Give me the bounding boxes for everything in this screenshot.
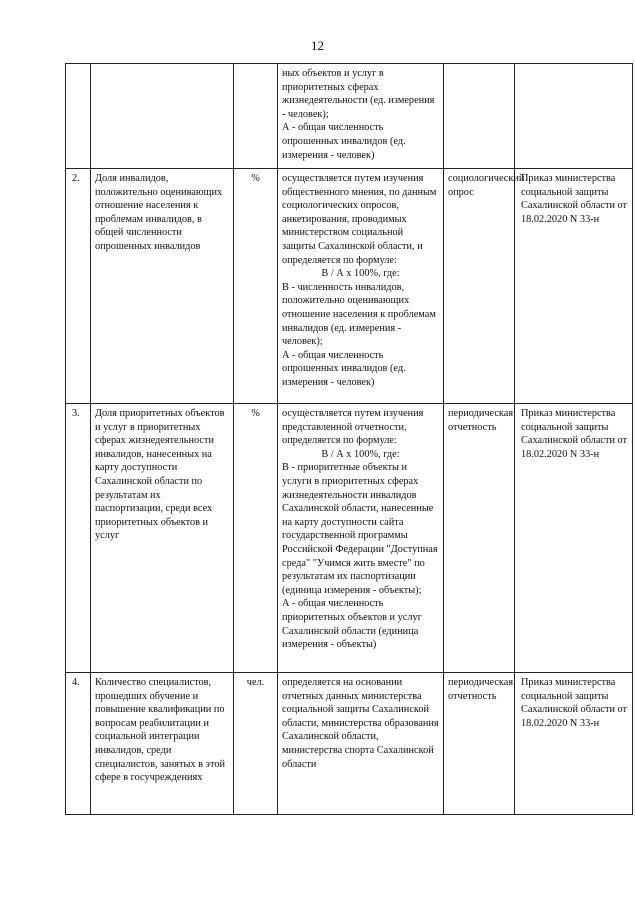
legal-basis (515, 64, 633, 169)
method-intro: осуществляется путем изучения общественного мнения, по данным социологических опросов, анкетирования, проводимых министерством социальной защиты Сахалинской области, и определяется по формуле: (282, 173, 437, 266)
method-intro: осуществляется путем изучения представленной отчетности, определяется по формуле: (282, 408, 424, 447)
legal-basis: Приказ министерства социальной защиты Сахалинской области от 18.02.2020 N 33-н (515, 673, 633, 815)
calculation-method: определяется на основании отчетных данных министерства социальной защиты Сахалинской области, министерства образования Сахалинской области, министерства спорта Сахалинской области (278, 673, 444, 815)
unit-of-measure: % (234, 169, 278, 404)
unit-of-measure: % (234, 404, 278, 673)
legal-basis: Приказ министерства социальной защиты Сахалинской области от 18.02.2020 N 33-н (515, 169, 633, 404)
legal-basis: Приказ министерства социальной защиты Сахалинской области от 18.02.2020 N 33-н (515, 404, 633, 673)
row-number: 4. (66, 673, 91, 815)
row-number: 2. (66, 169, 91, 404)
indicator-name: Количество специалистов, прошедших обучение и повышение квалификации по вопросам реабилитации и социальной интеграции инвалидов, среди специалистов, занятых в этой сфере в госучреждениях (91, 673, 234, 815)
unit-of-measure (234, 64, 278, 169)
method-variables: В - приоритетные объекты и услуги в приоритетных сферах жизнедеятельности инвалидов Сахалинской области, нанесенные на карту доступности сайта государственной программы Российской Федерации "Доступная среда" "Учимся жить вместе" по результатам их паспортизации (единица измерения - объекты); А - общая численность приоритетных объектов и услуг Сахалинской области (единица измерения - объекты) (282, 462, 438, 651)
table-row (66, 404, 633, 673)
indicator-name (91, 64, 234, 169)
row-number (66, 64, 91, 169)
formula: В / А х 100%, где: (321, 448, 400, 460)
table-row (66, 169, 633, 404)
row-number: 3. (66, 404, 91, 673)
calculation-method (278, 169, 444, 404)
unit-of-measure: чел. (234, 673, 278, 815)
data-source (444, 64, 515, 169)
table-row (66, 673, 633, 815)
data-source: периодическая отчетность (444, 404, 515, 673)
data-source: периодическая отчетность (444, 673, 515, 815)
calculation-method: ных объектов и услуг в приоритетных сферах жизнедеятельности (ед. измерения - человек); А - общая численность опрошенных инвалидов (ед. измерения - человек) (278, 64, 444, 169)
data-source: социологический опрос (444, 169, 515, 404)
indicator-name: Доля приоритетных объектов и услуг в приоритетных сферах жизнедеятельности инвалидов, нанесенных на карту доступности Сахалинской области по результатам их паспортизации, среди всех приоритетных объектов и услуг (91, 404, 234, 673)
indicators-table (65, 63, 633, 815)
indicator-name: Доля инвалидов, положительно оценивающих отношение населения к проблемам инвалидов, в общей численности опрошенных инвалидов (91, 169, 234, 404)
formula: В / А х 100%, где: (321, 268, 400, 280)
method-variables: В - численность инвалидов, положительно оценивающих отношение населения к проблемам инвалидов (ед. измерения - человек); А - общая численность опрошенных инвалидов (ед. измерения - человек) (282, 281, 436, 388)
page-number: 12 (311, 38, 324, 53)
calculation-method (278, 404, 444, 673)
table-row (66, 64, 633, 169)
